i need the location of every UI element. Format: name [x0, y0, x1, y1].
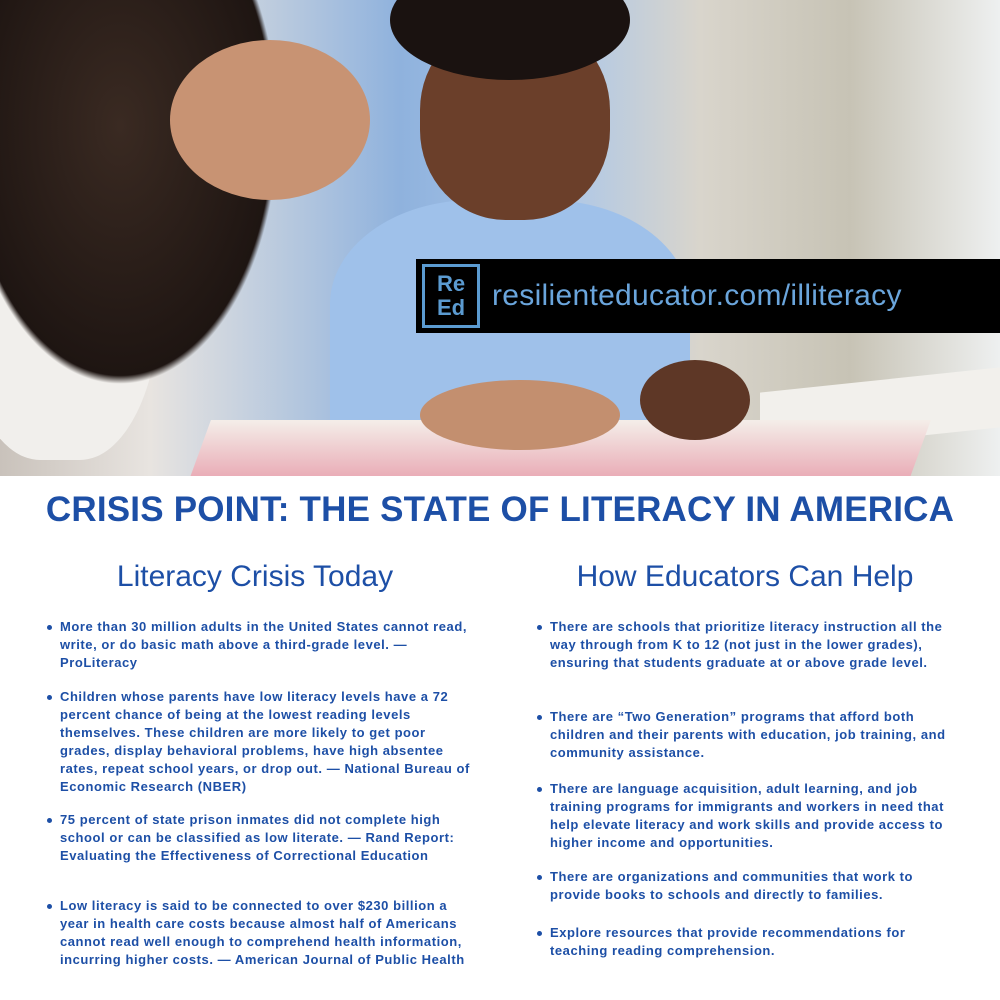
reed-logo: Re Ed: [422, 264, 480, 328]
right-heading: How Educators Can Help: [576, 560, 914, 593]
list-item: Children whose parents have low literacy levels have a 72 percent chance of being at the lowest reading levels themselves. These children are more likely to get poor grades, display behavioral problems, have high absentee rates, repeat school years, or drop out. — National Bureau of Economic Research (NBER): [47, 688, 477, 796]
list-item: There are language acquisition, adult learning, and job training programs for immigrants and workers in need that help elevate literacy and work skills and provide access to higher income and opportunities.: [537, 780, 967, 852]
list-item: There are schools that prioritize literacy instruction all the way through from K to 12 (not just in the lower grades), ensuring that students graduate at or above grade level.: [537, 618, 967, 672]
left-heading: Literacy Crisis Today: [116, 560, 394, 593]
list-item: There are organizations and communities that work to provide books to schools and directly to families.: [537, 868, 967, 904]
url-text[interactable]: resilienteducator.com/illiteracy: [492, 279, 902, 312]
list-item: More than 30 million adults in the United States cannot read, write, or do basic math above a third-grade level. — ProLiteracy: [47, 618, 477, 672]
list-item: 75 percent of state prison inmates did not complete high school or can be classified as low literate. — Rand Report: Evaluating the Effectiveness of Correctional Education: [47, 811, 477, 865]
hero-photo: [0, 0, 1000, 476]
list-item: Low literacy is said to be connected to over $230 billion a year in health care costs because almost half of Americans cannot read well enough to comprehend health information, incurring higher costs. — American Journal of Public Health: [47, 897, 477, 969]
list-item: There are “Two Generation” programs that afford both children and their parents with education, job training, and community assistance.: [537, 708, 967, 762]
page-title: CRISIS POINT: THE STATE OF LITERACY IN AMERICA: [45, 490, 955, 529]
url-banner: [416, 259, 1000, 333]
list-item: Explore resources that provide recommendations for teaching reading comprehension.: [537, 924, 967, 960]
